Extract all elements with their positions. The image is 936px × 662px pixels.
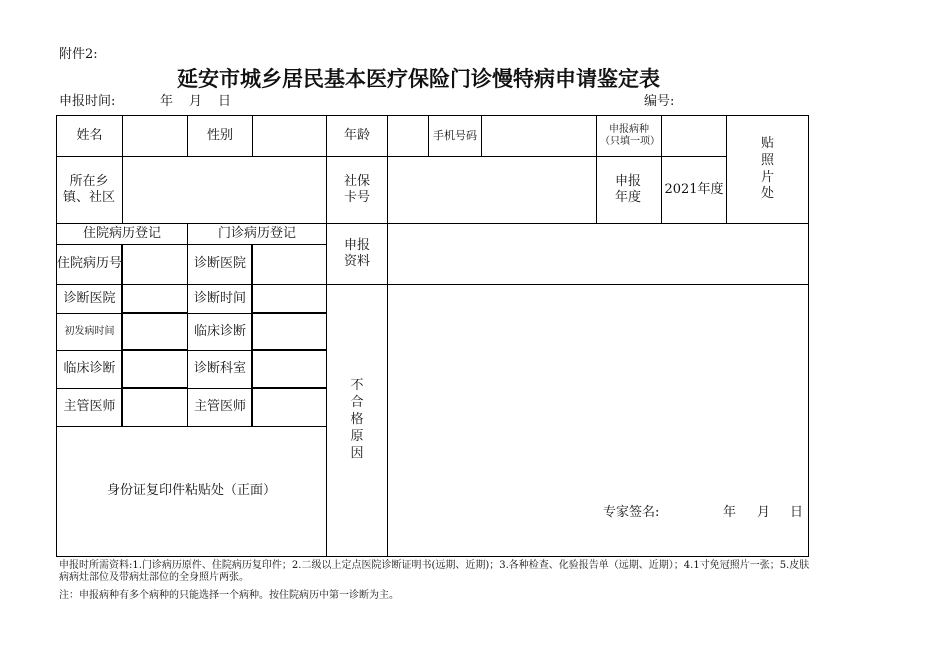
rejection-reason-field[interactable] [388, 285, 808, 495]
inpatient-record-no-field[interactable] [123, 245, 187, 284]
inpatient-doctor-label: 主管医师 [63, 399, 116, 415]
materials-field[interactable] [388, 224, 808, 284]
date-month: 月 [189, 94, 203, 109]
township-label: 所在乡镇、社区 [62, 173, 115, 205]
photo-char: 处 [760, 186, 774, 202]
expert-sign-month: 月 [757, 505, 771, 520]
disease-type-label: 申报病种（只填一项） [600, 124, 660, 147]
inpatient-doctor-field[interactable] [123, 389, 187, 426]
outpatient-diagnosis-field[interactable] [253, 314, 326, 350]
age-field[interactable] [388, 116, 428, 156]
date-year: 年 [160, 94, 174, 109]
outpatient-time-field[interactable] [253, 285, 326, 313]
inpatient-hospital-field[interactable] [123, 285, 187, 313]
date-label: 申报时间: [59, 94, 116, 109]
materials-label: 申报资料 [343, 237, 370, 269]
outpatient-hospital-label: 诊断医院 [193, 256, 246, 272]
outpatient-doctor-label: 主管医师 [193, 399, 246, 415]
outpatient-diagnosis-label: 临床诊断 [193, 323, 246, 339]
name-field[interactable] [123, 116, 187, 156]
photo-char: 片 [760, 169, 774, 185]
report-year-value: 2021年度 [664, 181, 724, 197]
report-year-label: 申报年度 [614, 173, 641, 205]
gender-field[interactable] [253, 116, 326, 156]
reason-char: 合 [350, 395, 364, 411]
photo-char: 贴 [760, 135, 774, 151]
id-copy-area: 身份证复印件粘贴处（正面） [106, 483, 276, 499]
photo-area [727, 116, 808, 223]
inpatient-record-no-label: 住院病历号 [57, 256, 123, 272]
page-title: 延安市城乡居民基本医疗保险门诊慢特病申请鉴定表 [177, 66, 660, 91]
outpatient-department-label: 诊断科室 [193, 361, 246, 377]
table-border-bottom [56, 556, 809, 557]
outpatient-doctor-field[interactable] [253, 389, 326, 426]
onset-time-label: 初发病时间 [64, 325, 115, 337]
expert-signature-label: 专家签名: [603, 505, 660, 520]
rejection-reason-label [327, 285, 387, 556]
reason-char: 原 [350, 428, 364, 444]
footnote: 注：申报病种有多个病种的只能选择一个病种。按住院病历中第一诊断为主。 [59, 590, 399, 601]
attachment-label: 附件2: [59, 47, 98, 62]
materials-note: 申报时所需资料:1.门诊病历原件、住院病历复印件；2.二级以上定点医院诊断证明书(远期、近期)；3.各种检查、化验报告单（远期、近期）；4.1寸免冠照片一张；5.皮肤病病灶部位及带病灶部位的全身照片两张。 [59, 560, 810, 583]
reason-char: 不 [350, 378, 364, 394]
photo-char: 照 [760, 152, 774, 168]
expert-sign-year: 年 [723, 505, 737, 520]
grid-line [596, 115, 597, 224]
reason-char: 因 [350, 445, 364, 461]
date-day: 日 [218, 94, 232, 109]
inpatient-diagnosis-field[interactable] [123, 351, 187, 388]
phone-field[interactable] [482, 116, 596, 156]
inpatient-header: 住院病历登记 [82, 225, 161, 241]
township-field[interactable] [123, 157, 326, 223]
inpatient-hospital-label: 诊断医院 [63, 290, 116, 306]
reason-char: 格 [350, 412, 364, 428]
onset-time-field[interactable] [123, 314, 187, 350]
outpatient-time-label: 诊断时间 [193, 290, 246, 306]
serial-label: 编号: [644, 94, 675, 109]
age-label: 年龄 [343, 127, 370, 143]
ss-card-label: 社保卡号 [343, 173, 370, 205]
ss-card-field[interactable] [388, 157, 596, 223]
phone-label: 手机号码 [433, 129, 477, 143]
expert-sign-day: 日 [790, 505, 804, 520]
disease-type-field[interactable] [662, 116, 726, 156]
outpatient-header: 门诊病历登记 [217, 225, 296, 241]
table-border-right [808, 115, 809, 557]
gender-label: 性别 [206, 127, 233, 143]
inpatient-diagnosis-label: 临床诊断 [63, 361, 116, 377]
outpatient-department-field[interactable] [253, 351, 326, 388]
outpatient-hospital-field[interactable] [253, 245, 326, 284]
name-label: 姓名 [76, 127, 103, 143]
